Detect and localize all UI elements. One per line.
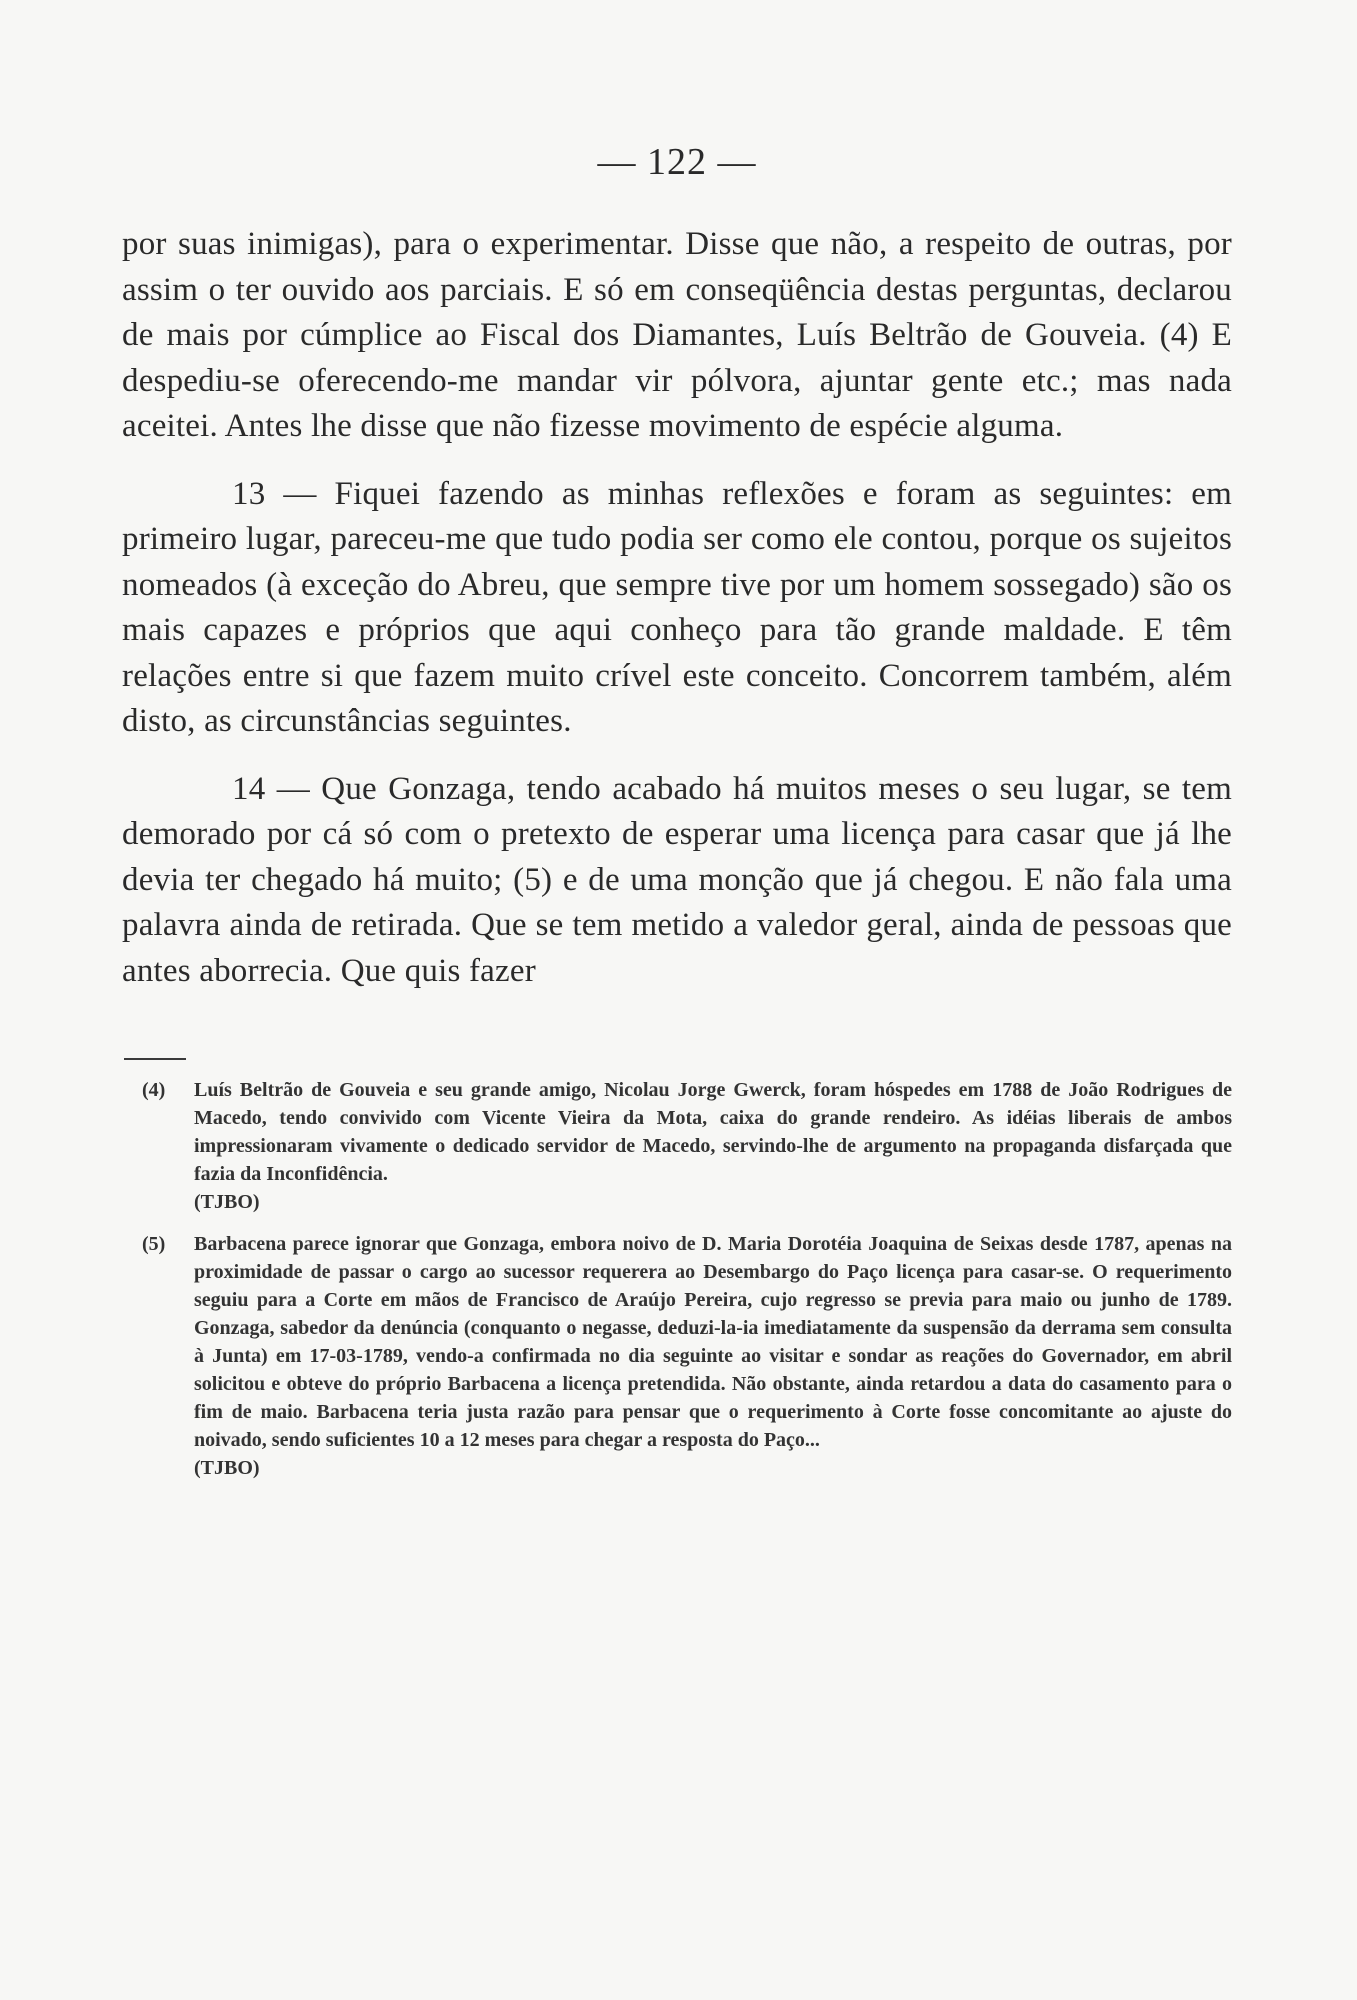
footnote-text	[194, 1230, 1232, 1482]
paragraph-13: 13 — Fiquei fazendo as minhas reflexões e foram as seguintes: em primeiro lugar, pareceu-me que tudo podia ser como ele contou, porque os sujeitos nomeados (à exceção do Abreu, que sempre tive por um homem sossegado) são os mais capazes e próprios que aqui conheço para tão grande maldade. E têm relações entre si que fazem muito crível este conceito. Concorrem também, além disto, as circunstâncias seguintes.	[122, 475, 1232, 739]
footnote-text	[194, 1076, 1232, 1216]
footnotes	[122, 1076, 1232, 1482]
footnote-source: (TJBO)	[194, 1457, 260, 1479]
footnote-5	[122, 1230, 1232, 1482]
paragraph-continuation: por suas inimigas), para o experimentar. Disse que não, a respeito de outras, por assim o ter ouvido aos parciais. E só em conseqüência destas perguntas, declarou de mais por cúmplice ao Fiscal dos Diamantes, Luís Beltrão de Gouveia. (4) E despediu-se oferecendo-me mandar vir pólvora, ajuntar gente etc.; mas nada aceitei. Antes lhe disse que não fizesse movimento de espécie alguma.	[122, 226, 1232, 444]
footnote-divider	[124, 1058, 186, 1060]
book-page	[122, 140, 1232, 1496]
footnote-marker: (5)	[142, 1233, 166, 1255]
footnote-body: Luís Beltrão de Gouveia e seu grande amigo, Nicolau Jorge Gwerck, foram hóspedes em 1788 de João Rodrigues de Macedo, tendo convivido com Vicente Vieira da Mota, caixa do grande rendeiro. As idéias liberais de ambos impressionaram vivamente o dedicado servidor de Macedo, servindo-lhe de argumento na propaganda disfarçada que fazia da Inconfidência.	[194, 1079, 1232, 1185]
page-number: — 122 —	[597, 141, 757, 183]
footnote-source: (TJBO)	[194, 1191, 260, 1213]
footnote-marker: (4)	[142, 1079, 166, 1101]
footnote-4	[122, 1076, 1232, 1216]
paragraph-14: 14 — Que Gonzaga, tendo acabado há muitos meses o seu lugar, se tem demorado por cá só com o pretexto de esperar uma licença para casar que já lhe devia ter chegado há muito; (5) e de uma monção que já chegou. E não fala uma palavra ainda de retirada. Que se tem metido a valedor geral, ainda de pessoas que antes aborrecia. Que quis fazer	[122, 770, 1232, 989]
footnote-body: Barbacena parece ignorar que Gonzaga, embora noivo de D. Maria Dorotéia Joaquina de Seixas desde 1787, apenas na proximidade de passar o cargo ao sucessor requerera ao Desembargo do Paço licença para casar-se. O requerimento seguiu para a Corte em mãos de Francisco de Araújo Pereira, cujo regresso se previa para maio ou junho de 1789. Gonzaga, sabedor da denúncia (conquanto o negasse, deduzi-la-ia imediatamente da suspensão da derrama sem consulta à Junta) em 17-03-1789, vendo-a confirmada no dia seguinte ao visitar e sondar as reações do Governador, em abril solicitou e obteve do próprio Barbacena a licença pretendida. Não obstante, ainda retardou a data do casamento para o fim de maio. Barbacena teria justa razão para pensar que o requerimento à Corte fosse concomitante ao ajuste do noivado, sendo suficientes 10 a 12 meses para chegar a resposta do Paço...	[194, 1233, 1232, 1451]
body-text	[122, 222, 1232, 994]
